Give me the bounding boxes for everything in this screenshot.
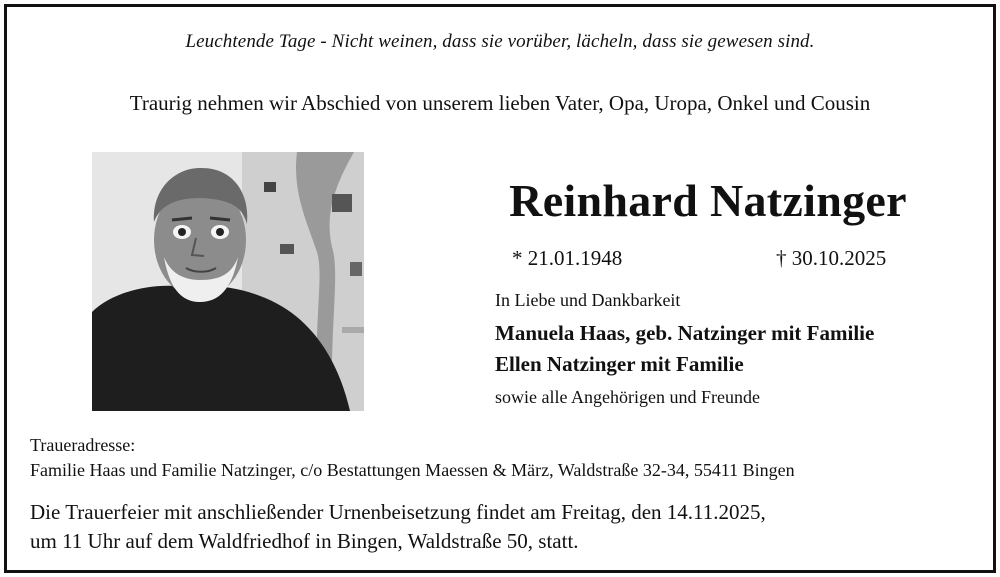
mourners-intro: In Liebe und Dankbarkeit (495, 290, 681, 310)
death-date: † 30.10.2025 (776, 246, 887, 270)
portrait-photo (92, 152, 364, 411)
address-label: Traueradresse: (30, 435, 136, 455)
deceased-name: Reinhard Natzinger (509, 175, 907, 226)
intro-line: Traurig nehmen wir Abschied von unserem lieben Vater, Opa, Uropa, Onkel und Cousin (129, 91, 871, 115)
mourners-others: sowie alle Angehörigen und Freunde (495, 387, 760, 407)
mourner-family-1: Manuela Haas, geb. Natzinger mit Familie (495, 321, 875, 345)
motto: Leuchtende Tage - Nicht weinen, dass sie vorüber, lächeln, dass sie gewesen sind. (185, 31, 815, 52)
mourner-family-2: Ellen Natzinger mit Familie (495, 352, 744, 376)
service-line-1: Die Trauerfeier mit anschließender Urnenbeisetzung findet am Freitag, den 14.11.2025, (30, 500, 766, 524)
birth-date: * 21.01.1948 (512, 246, 623, 270)
address-text: Familie Haas und Familie Natzinger, c/o Bestattungen Maessen & März, Waldstraße 32-34, 55411 Bingen (30, 460, 795, 480)
portrait-illustration (92, 152, 364, 411)
service-line-2: um 11 Uhr auf dem Waldfriedhof in Bingen, Waldstraße 50, statt. (30, 529, 579, 553)
